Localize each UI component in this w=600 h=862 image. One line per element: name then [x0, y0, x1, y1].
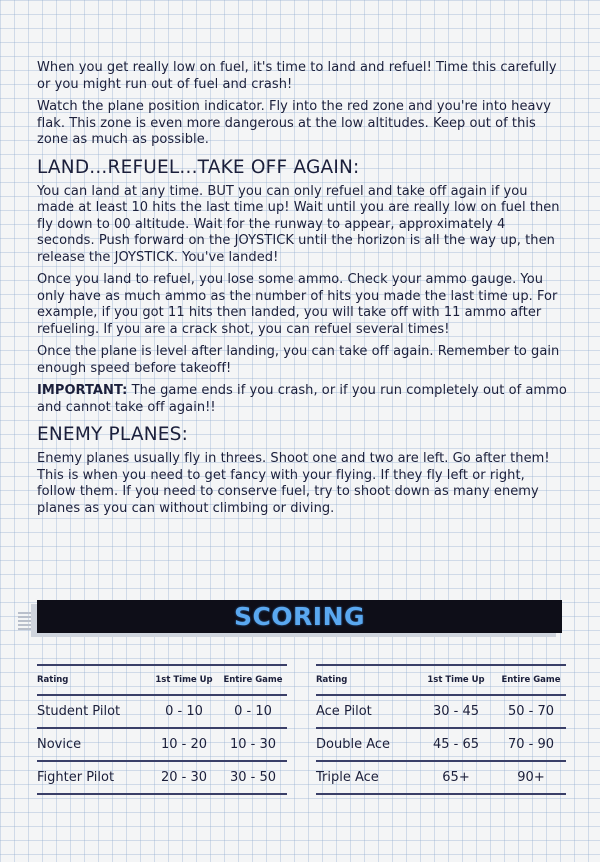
first-time-cell: 10 - 20 — [160, 737, 208, 752]
rating-cell: Novice — [37, 737, 82, 752]
table-row — [316, 762, 566, 795]
land-refuel-heading: LAND...REFUEL...TAKE OFF AGAIN: — [37, 156, 360, 178]
table-header — [316, 666, 566, 696]
first-time-cell: 65+ — [442, 770, 470, 785]
header-first-time-up: 1st Time Up — [427, 675, 485, 685]
rating-cell: Triple Ace — [316, 770, 379, 785]
rating-cell: Double Ace — [316, 737, 391, 752]
scoring-table-left — [37, 664, 287, 795]
fuel-paragraph: When you get really low on fuel, it's time to land and refuel! Time this carefully or you might run out of fuel and crash! — [37, 60, 557, 92]
refuel-ammo-paragraph: Once you land to refuel, you lose some ammo. Check your ammo gauge. You only have as much ammo as the number of hits you made the last time up. For example, if you got 11 hits then landed, you will take off with 11 ammo after refueling. If you are a crack shot, you can refuel several times! — [37, 272, 558, 337]
scoring-title: SCORING — [233, 602, 366, 631]
important-label: IMPORTANT: — [37, 383, 128, 398]
header-entire-game: Entire Game — [501, 675, 561, 685]
enemy-planes-heading: ENEMY PLANES: — [37, 424, 189, 445]
entire-game-cell: 90+ — [517, 770, 545, 785]
header-rating: Rating — [316, 675, 348, 685]
rating-cell: Ace Pilot — [316, 704, 372, 719]
decorative-stripes — [18, 612, 36, 632]
enemy-planes-paragraph: Enemy planes usually fly in threes. Shoot one and two are left. Go after them! This is when you need to get fancy with your flying. If they fly left or right, follow them. If you need to conserve fuel, try to shoot down as many enemy planes as you can without climbing or diving. — [37, 451, 550, 516]
entire-game-cell: 50 - 70 — [507, 704, 555, 719]
first-time-cell: 30 - 45 — [432, 704, 480, 719]
manual-page-text — [37, 60, 567, 523]
position-indicator-paragraph: Watch the plane position indicator. Fly into the red zone and you're into heavy flak. This zone is even more dangerous at the low altitudes. Keep out of this zone as much as possible. — [37, 99, 552, 147]
entire-game-cell: 10 - 30 — [229, 737, 277, 752]
land-paragraph: You can land at any time. BUT you can only refuel and take off again if you made at least 10 hits the last time up! Wait until you are really low on fuel then fly down to 00 altitude. Wait for the runway to appear, approximately 4 seconds. Push forward on the JOYSTICK until the horizon is all the way up, then release the JOYSTICK. You've landed! — [37, 183, 560, 265]
table-header — [37, 666, 287, 696]
scoring-table-right — [316, 664, 566, 795]
first-time-cell: 20 - 30 — [160, 770, 208, 785]
entire-game-cell: 70 - 90 — [507, 737, 555, 752]
first-time-cell: 0 - 10 — [165, 704, 203, 719]
header-entire-game: Entire Game — [223, 675, 283, 685]
table-row — [37, 762, 287, 795]
entire-game-cell: 0 - 10 — [234, 704, 272, 719]
scoring-banner — [37, 600, 562, 633]
important-paragraph — [37, 383, 567, 416]
takeoff-paragraph: Once the plane is level after landing, you can take off again. Remember to gain enough speed before takeoff! — [37, 344, 560, 376]
entire-game-cell: 30 - 50 — [229, 770, 277, 785]
table-row — [37, 729, 287, 762]
table-row — [316, 696, 566, 729]
first-time-cell: 45 - 65 — [432, 737, 480, 752]
rating-cell: Fighter Pilot — [37, 770, 115, 785]
important-text: The game ends if you crash, or if you run completely out of ammo and cannot take off again!! — [37, 383, 567, 415]
header-rating: Rating — [37, 675, 69, 685]
table-row — [37, 696, 287, 729]
header-first-time-up: 1st Time Up — [155, 675, 213, 685]
rating-cell: Student Pilot — [37, 704, 121, 719]
table-row — [316, 729, 566, 762]
